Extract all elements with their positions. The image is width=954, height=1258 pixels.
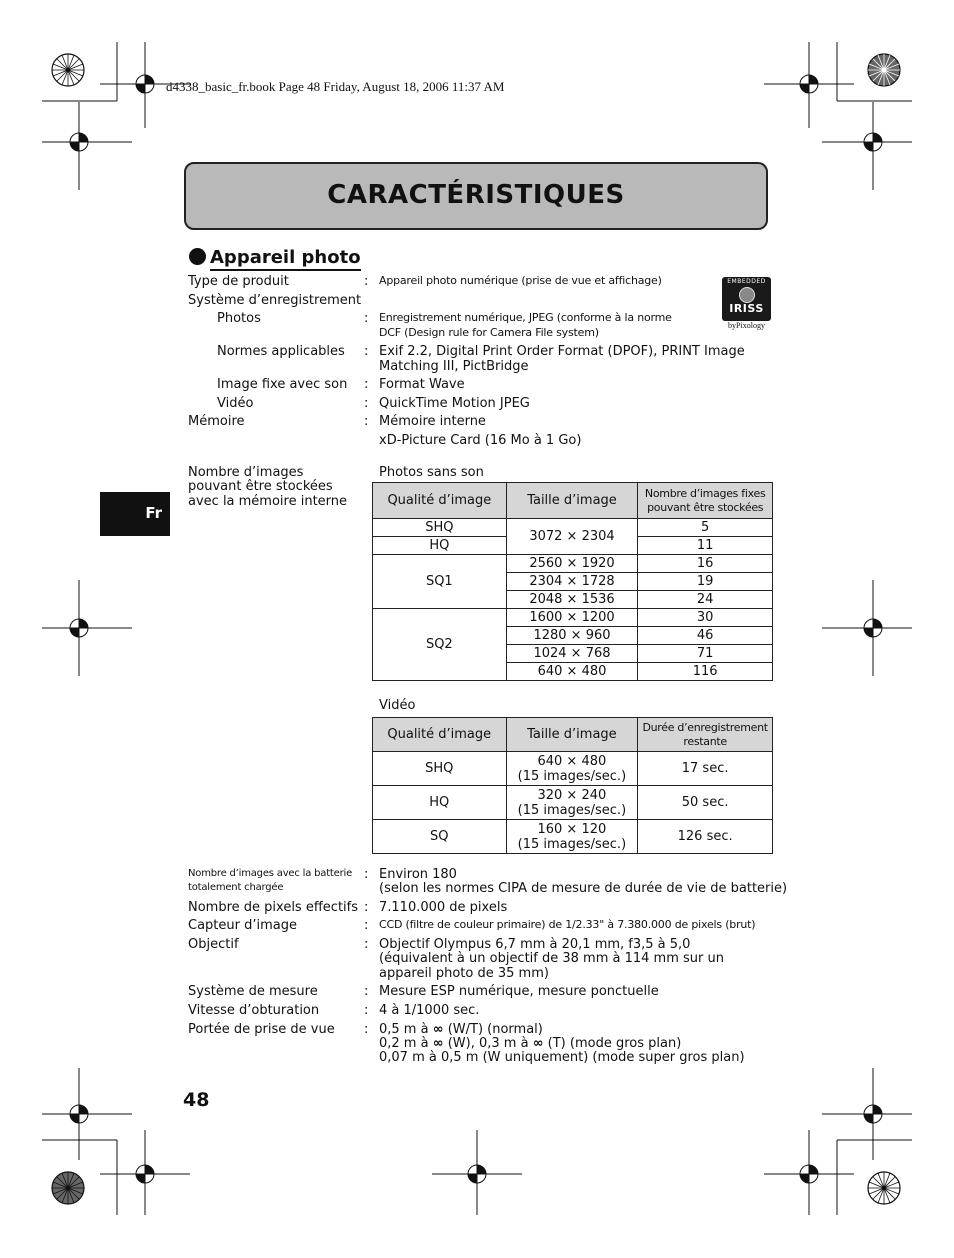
video-duration-table	[372, 717, 773, 854]
colon: :	[364, 900, 369, 915]
spec-label-system: Système d’enregistrement	[188, 293, 362, 308]
duration-cell: 50 sec.	[638, 786, 773, 820]
portee-2a: 0,2 m à	[379, 1036, 429, 1051]
header-duration-line-1: Durée d’enregistrement	[642, 720, 768, 734]
spec-value-battery-2: (selon les normes CIPA de mesure de durée de vie de batterie)	[379, 881, 788, 896]
spec-label-capteur: Capteur d’image	[188, 918, 297, 933]
size-value: 640 × 480	[537, 753, 607, 769]
colon: :	[364, 396, 369, 411]
spec-value-portee-3: 0,07 m à 0,5 m (W uniquement) (mode super gros plan)	[379, 1050, 745, 1065]
bullet-icon	[189, 248, 206, 265]
header-count-line-2: pouvant être stockées	[647, 500, 764, 514]
colon: :	[364, 414, 369, 429]
spec-label-photos: Photos	[217, 311, 261, 326]
spec-value-portee-2	[379, 1036, 681, 1051]
quality-cell: SQ1	[373, 555, 507, 609]
spec-value-portee-1	[379, 1022, 543, 1037]
header-size: Taille d’image	[506, 718, 638, 752]
header-duration-line-2: restante	[683, 734, 727, 748]
infinity-icon: ∞	[432, 1036, 444, 1051]
colon: :	[364, 918, 369, 933]
page-title: CARACTÉRISTIQUES	[327, 180, 625, 210]
rate-value: (15 images/sec.)	[517, 836, 627, 852]
header-quality: Qualité d’image	[373, 483, 507, 519]
spec-value-mesure: Mesure ESP numérique, mesure ponctuelle	[379, 984, 659, 999]
count-cell: 30	[638, 609, 773, 627]
header-size: Taille d’image	[506, 483, 638, 519]
colon: :	[364, 1003, 369, 1018]
spec-value-capteur: CCD (filtre de couleur primaire) de 1/2.33" à 7.380.000 de pixels (brut)	[379, 918, 756, 931]
size-cell: 2304 × 1728	[506, 573, 638, 591]
count-cell: 71	[638, 645, 773, 663]
language-tab-label: Fr	[145, 504, 162, 522]
spec-value-photos-1: Enregistrement numérique, JPEG (conforme à la norme	[379, 311, 672, 324]
count-cell: 116	[638, 663, 773, 681]
spec-label-battery-2: totalement chargée	[188, 882, 284, 893]
table-row	[373, 786, 773, 820]
spec-value-memoire-1: Mémoire interne	[379, 414, 486, 429]
count-cell: 5	[638, 519, 773, 537]
count-cell: 24	[638, 591, 773, 609]
spec-label-image-fixe: Image fixe avec son	[217, 377, 348, 392]
spec-value-vitesse: 4 à 1/1000 sec.	[379, 1003, 480, 1018]
spec-label-mesure: Système de mesure	[188, 984, 318, 999]
colon: :	[364, 867, 369, 882]
quality-cell: HQ	[373, 786, 507, 820]
quality-cell: SHQ	[373, 519, 507, 537]
colon: :	[364, 937, 369, 952]
size-cell: 1600 × 1200	[506, 609, 638, 627]
spec-value-video: QuickTime Motion JPEG	[379, 396, 530, 411]
size-value: 320 × 240	[537, 787, 607, 803]
spec-label-battery-1: Nombre d’images avec la batterie	[188, 868, 353, 879]
spec-value-photos-2: DCF (Design rule for Camera File system)	[379, 326, 599, 339]
table-header-row	[373, 718, 773, 752]
portee-2c: (T) (mode gros plan)	[547, 1036, 682, 1051]
portee-2b: (W), 0,3 m à	[447, 1036, 529, 1051]
spec-value-memoire-2: xD-Picture Card (16 Mo à 1 Go)	[379, 433, 582, 448]
header-quality: Qualité d’image	[373, 718, 507, 752]
spec-label-nb-images-3: avec la mémoire interne	[188, 494, 348, 509]
table-header-row	[373, 483, 773, 519]
spec-value-normes-1: Exif 2.2, Digital Print Order Format (DPOF), PRINT Image	[379, 344, 745, 359]
table-caption-video: Vidéo	[379, 698, 416, 713]
table-caption-photos: Photos sans son	[379, 465, 484, 480]
table-row	[373, 519, 773, 537]
size-cell: 3072 × 2304	[506, 519, 638, 555]
quality-cell: SQ2	[373, 609, 507, 681]
spec-label-video: Vidéo	[217, 396, 254, 411]
quality-cell: SQ	[373, 820, 507, 854]
size-value: 160 × 120	[537, 821, 607, 837]
file-header: d4338_basic_fr.book Page 48 Friday, August 18, 2006 11:37 AM	[166, 79, 505, 94]
count-cell: 46	[638, 627, 773, 645]
logo-name: IRISS	[729, 302, 764, 315]
duration-cell: 126 sec.	[638, 820, 773, 854]
spec-label-vitesse: Vitesse d’obturation	[188, 1003, 320, 1018]
size-cell	[506, 820, 638, 854]
section-heading	[189, 247, 361, 268]
spec-label-portee: Portée de prise de vue	[188, 1022, 335, 1037]
section-title: Appareil photo	[210, 247, 361, 271]
table-row	[373, 752, 773, 786]
spec-value-pixels: 7.110.000 de pixels	[379, 900, 508, 915]
header-duration	[638, 718, 773, 752]
quality-cell: SHQ	[373, 752, 507, 786]
colon: :	[364, 1022, 369, 1037]
size-cell: 1024 × 768	[506, 645, 638, 663]
logo-ball-icon	[739, 287, 755, 303]
logo-by-text: byPixology	[728, 321, 765, 330]
colon: :	[364, 377, 369, 392]
spec-value-type: Appareil photo numérique (prise de vue et affichage)	[379, 274, 662, 287]
table-row	[373, 820, 773, 854]
colon: :	[364, 984, 369, 999]
count-cell: 16	[638, 555, 773, 573]
size-cell: 1280 × 960	[506, 627, 638, 645]
size-cell	[506, 786, 638, 820]
header-count	[638, 483, 773, 519]
header-count-line-1: Nombre d’images fixes	[644, 486, 766, 500]
spec-label-pixels: Nombre de pixels effectifs	[188, 900, 358, 915]
spec-value-battery-1: Environ 180	[379, 867, 457, 882]
spec-value-objectif-3: appareil photo de 35 mm)	[379, 966, 549, 981]
spec-label-type: Type de produit	[188, 274, 289, 289]
colon: :	[364, 274, 369, 289]
size-cell: 2048 × 1536	[506, 591, 638, 609]
rate-value: (15 images/sec.)	[517, 768, 627, 784]
spec-label-nb-images-1: Nombre d’images	[188, 465, 304, 480]
table-row	[373, 609, 773, 627]
count-cell: 19	[638, 573, 773, 591]
portee-1b: (W/T) (normal)	[447, 1022, 543, 1037]
title-banner	[184, 162, 768, 230]
language-tab	[100, 492, 170, 536]
colon: :	[364, 344, 369, 359]
rate-value: (15 images/sec.)	[517, 802, 627, 818]
table-row	[373, 555, 773, 573]
photo-capacity-table	[372, 482, 773, 681]
size-cell: 640 × 480	[506, 663, 638, 681]
quality-cell: HQ	[373, 537, 507, 555]
size-cell: 2560 × 1920	[506, 555, 638, 573]
spec-value-normes-2: Matching III, PictBridge	[379, 359, 529, 374]
logo-top-text: EMBEDDED	[727, 278, 766, 285]
spec-value-objectif-2: (équivalent à un objectif de 38 mm à 114 mm sur un	[379, 951, 724, 966]
spec-value-image-fixe: Format Wave	[379, 377, 465, 392]
page-number: 48	[183, 1089, 210, 1111]
spec-label-objectif: Objectif	[188, 937, 239, 952]
portee-1a: 0,5 m à	[379, 1022, 429, 1037]
spec-label-normes: Normes applicables	[217, 344, 345, 359]
spec-label-nb-images-2: pouvant être stockées	[188, 479, 333, 494]
iriss-logo	[722, 277, 771, 321]
spec-value-objectif-1: Objectif Olympus 6,7 mm à 20,1 mm, f3,5 à 5,0	[379, 937, 691, 952]
duration-cell: 17 sec.	[638, 752, 773, 786]
count-cell: 11	[638, 537, 773, 555]
colon: :	[364, 311, 369, 326]
spec-label-memoire: Mémoire	[188, 414, 245, 429]
infinity-icon: ∞	[432, 1022, 444, 1037]
infinity-icon: ∞	[532, 1036, 544, 1051]
size-cell	[506, 752, 638, 786]
